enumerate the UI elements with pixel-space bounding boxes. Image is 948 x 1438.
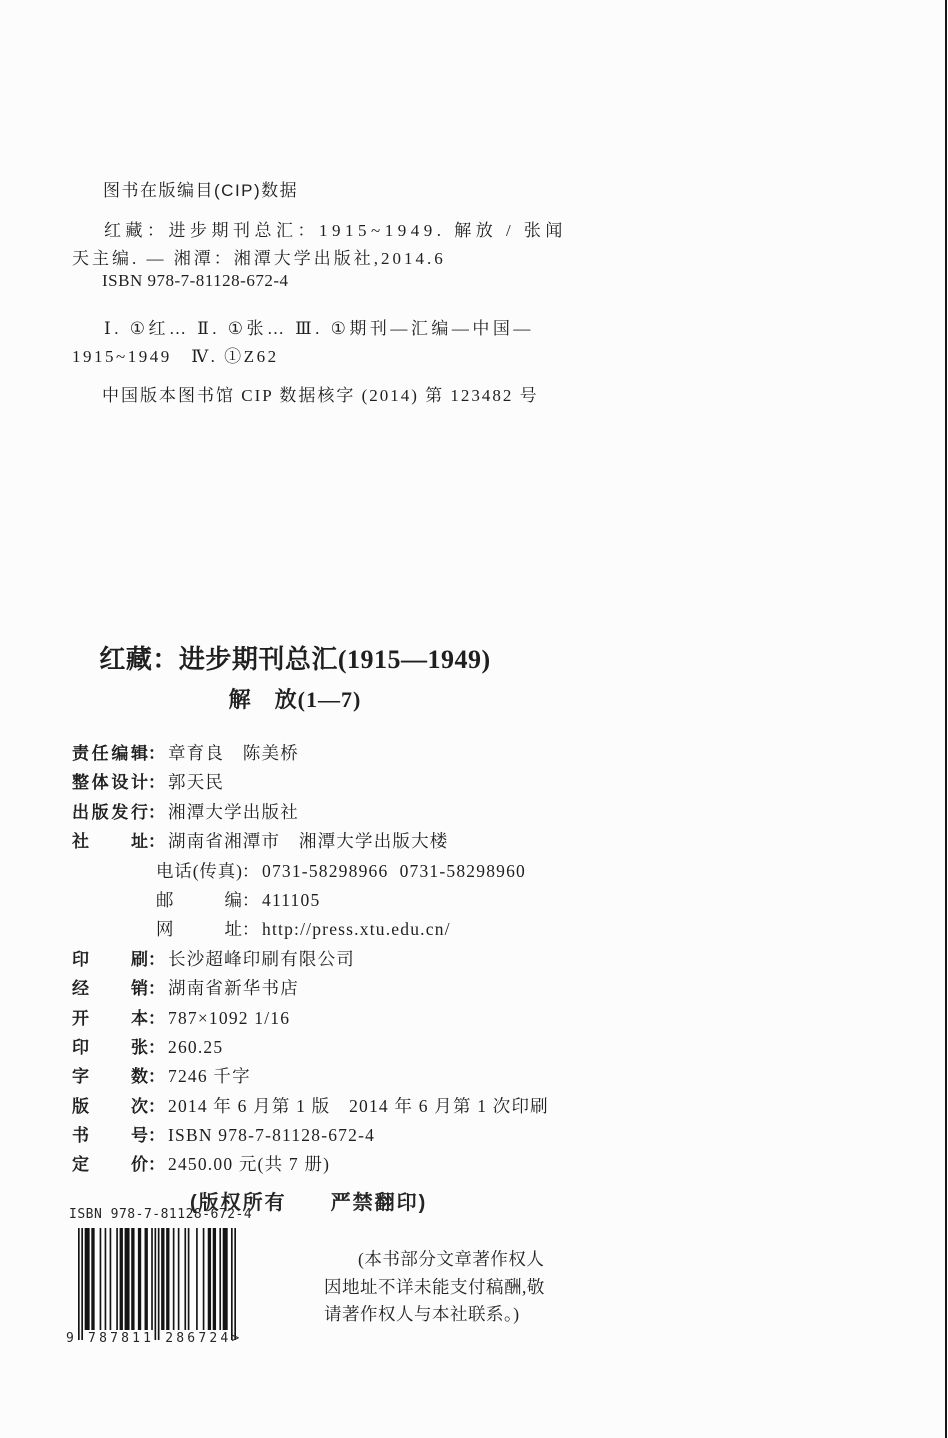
colophon-colon: ：	[148, 832, 165, 852]
colophon-label: 字数	[72, 1067, 148, 1087]
colophon-colon: ：	[148, 1008, 165, 1028]
colophon-row	[72, 1150, 892, 1179]
colophon-row	[72, 739, 892, 768]
colophon-row	[72, 886, 892, 915]
colophon-colon: ：	[148, 1067, 165, 1087]
colophon-colon: ：	[242, 861, 259, 881]
book-title: 红藏：进步期刊总汇(1915—1949)	[99, 645, 491, 674]
barcode-digits: 9 787811 286724>	[66, 1331, 243, 1346]
colophon-colon: ：	[148, 802, 165, 822]
colophon-label: 责任编辑	[72, 744, 148, 763]
colophon-row	[72, 1062, 892, 1091]
copyright-notice: (版权所有 严禁翻印)	[190, 1192, 428, 1214]
barcode	[78, 1228, 236, 1340]
colophon-colon: ：	[148, 1155, 165, 1175]
colophon-colon: ：	[242, 920, 259, 940]
cip-record-number-line: 中国版本图书馆 CIP 数据核字 (2014) 第 123482 号	[102, 386, 539, 405]
cip-heading: 图书在版编目(CIP)数据	[103, 181, 299, 200]
colophon-colon: ：	[242, 890, 259, 910]
page-edge-line	[945, 0, 947, 1438]
colophon-row	[72, 1033, 892, 1062]
rights-note	[324, 1246, 564, 1329]
colophon-value: 章育良 陈美桥	[168, 743, 299, 763]
colophon-row	[72, 945, 892, 974]
colophon-value: 湖南省新华书店	[168, 978, 299, 999]
colophon-value: 787×1092 1/16	[168, 1007, 291, 1028]
barcode-svg	[78, 1228, 236, 1340]
colophon-label: 定价	[72, 1155, 148, 1175]
cip-classification-line-2: 1915~1949 Ⅳ. ①Z62	[72, 347, 279, 366]
colophon-value: ISBN 978-7-81128-672-4	[168, 1125, 376, 1146]
colophon-value: 0731-58298966 0731-58298960	[262, 860, 527, 881]
colophon-value: 2450.00 元(共 7 册)	[168, 1154, 331, 1175]
colophon-row	[72, 798, 892, 827]
colophon-row	[72, 827, 892, 856]
colophon-value: 7246 千字	[168, 1066, 251, 1087]
colophon-colon: ：	[148, 1126, 165, 1146]
colophon-value: http://press.xtu.edu.cn/	[262, 919, 451, 940]
colophon-label: 网址	[156, 919, 242, 940]
cip-entry-line-1: 红藏：进步期刊总汇：1915~1949. 解放 / 张闻	[104, 221, 567, 240]
colophon-label: 开本	[72, 1008, 148, 1028]
title-block	[72, 639, 518, 714]
colophon-label: 电话(传真)	[156, 860, 242, 881]
colophon-label: 出版发行	[72, 802, 148, 822]
colophon-label: 社址	[72, 832, 148, 852]
colophon-row	[72, 915, 892, 944]
colophon-colon: ：	[148, 744, 165, 763]
colophon-row	[72, 1121, 892, 1150]
colophon-value: 郭天民	[168, 772, 225, 793]
cip-isbn-line: ISBN 978-7-81128-672-4	[102, 271, 289, 290]
colophon-label: 邮编	[156, 889, 242, 910]
colophon-row	[72, 857, 892, 886]
rights-note-line: 请著作权人与本社联系。)	[324, 1304, 520, 1324]
colophon-value: 长沙超峰印刷有限公司	[168, 948, 355, 969]
colophon-value: 湘潭大学出版社	[168, 801, 299, 822]
colophon-value: 2014 年 6 月第 1 版 2014 年 6 月第 1 次印刷	[168, 1095, 549, 1116]
colophon-colon: ：	[148, 979, 165, 999]
colophon-colon: ：	[148, 773, 165, 793]
cip-classification-line-1: Ⅰ. ①红… Ⅱ. ①张… Ⅲ. ①期刊—汇编—中国—	[104, 319, 534, 338]
rights-note-line: 因地址不详未能支付稿酬,敬	[324, 1276, 545, 1297]
barcode-isbn-text: ISBN 978-7-81128-672-4	[69, 1207, 253, 1222]
colophon-value: 湖南省湘潭市 湘潭大学出版大楼	[168, 831, 449, 852]
colophon-row	[72, 768, 892, 797]
colophon-label: 经销	[72, 979, 148, 999]
colophon-row	[72, 1004, 892, 1033]
colophon-label: 整体设计	[72, 773, 148, 793]
cip-entry-line-2: 天主编. — 湘潭：湘潭大学出版社,2014.6	[72, 249, 446, 268]
colophon-colon: ：	[148, 1096, 165, 1116]
colophon-label: 印刷	[72, 949, 148, 969]
colophon-row	[72, 1092, 892, 1121]
colophon-label: 印张	[72, 1037, 148, 1057]
colophon-label: 版次	[72, 1096, 148, 1116]
colophon-value: 411105	[262, 889, 321, 910]
colophon-list	[72, 739, 892, 1180]
book-subtitle: 解 放(1—7)	[228, 687, 362, 712]
colophon-colon: ：	[148, 1037, 165, 1057]
colophon-row	[72, 974, 892, 1003]
rights-note-line: (本书部分文章著作权人	[358, 1249, 545, 1269]
colophon-value: 260.25	[168, 1036, 224, 1057]
colophon-label: 书号	[72, 1126, 148, 1146]
colophon-colon: ：	[148, 949, 165, 969]
